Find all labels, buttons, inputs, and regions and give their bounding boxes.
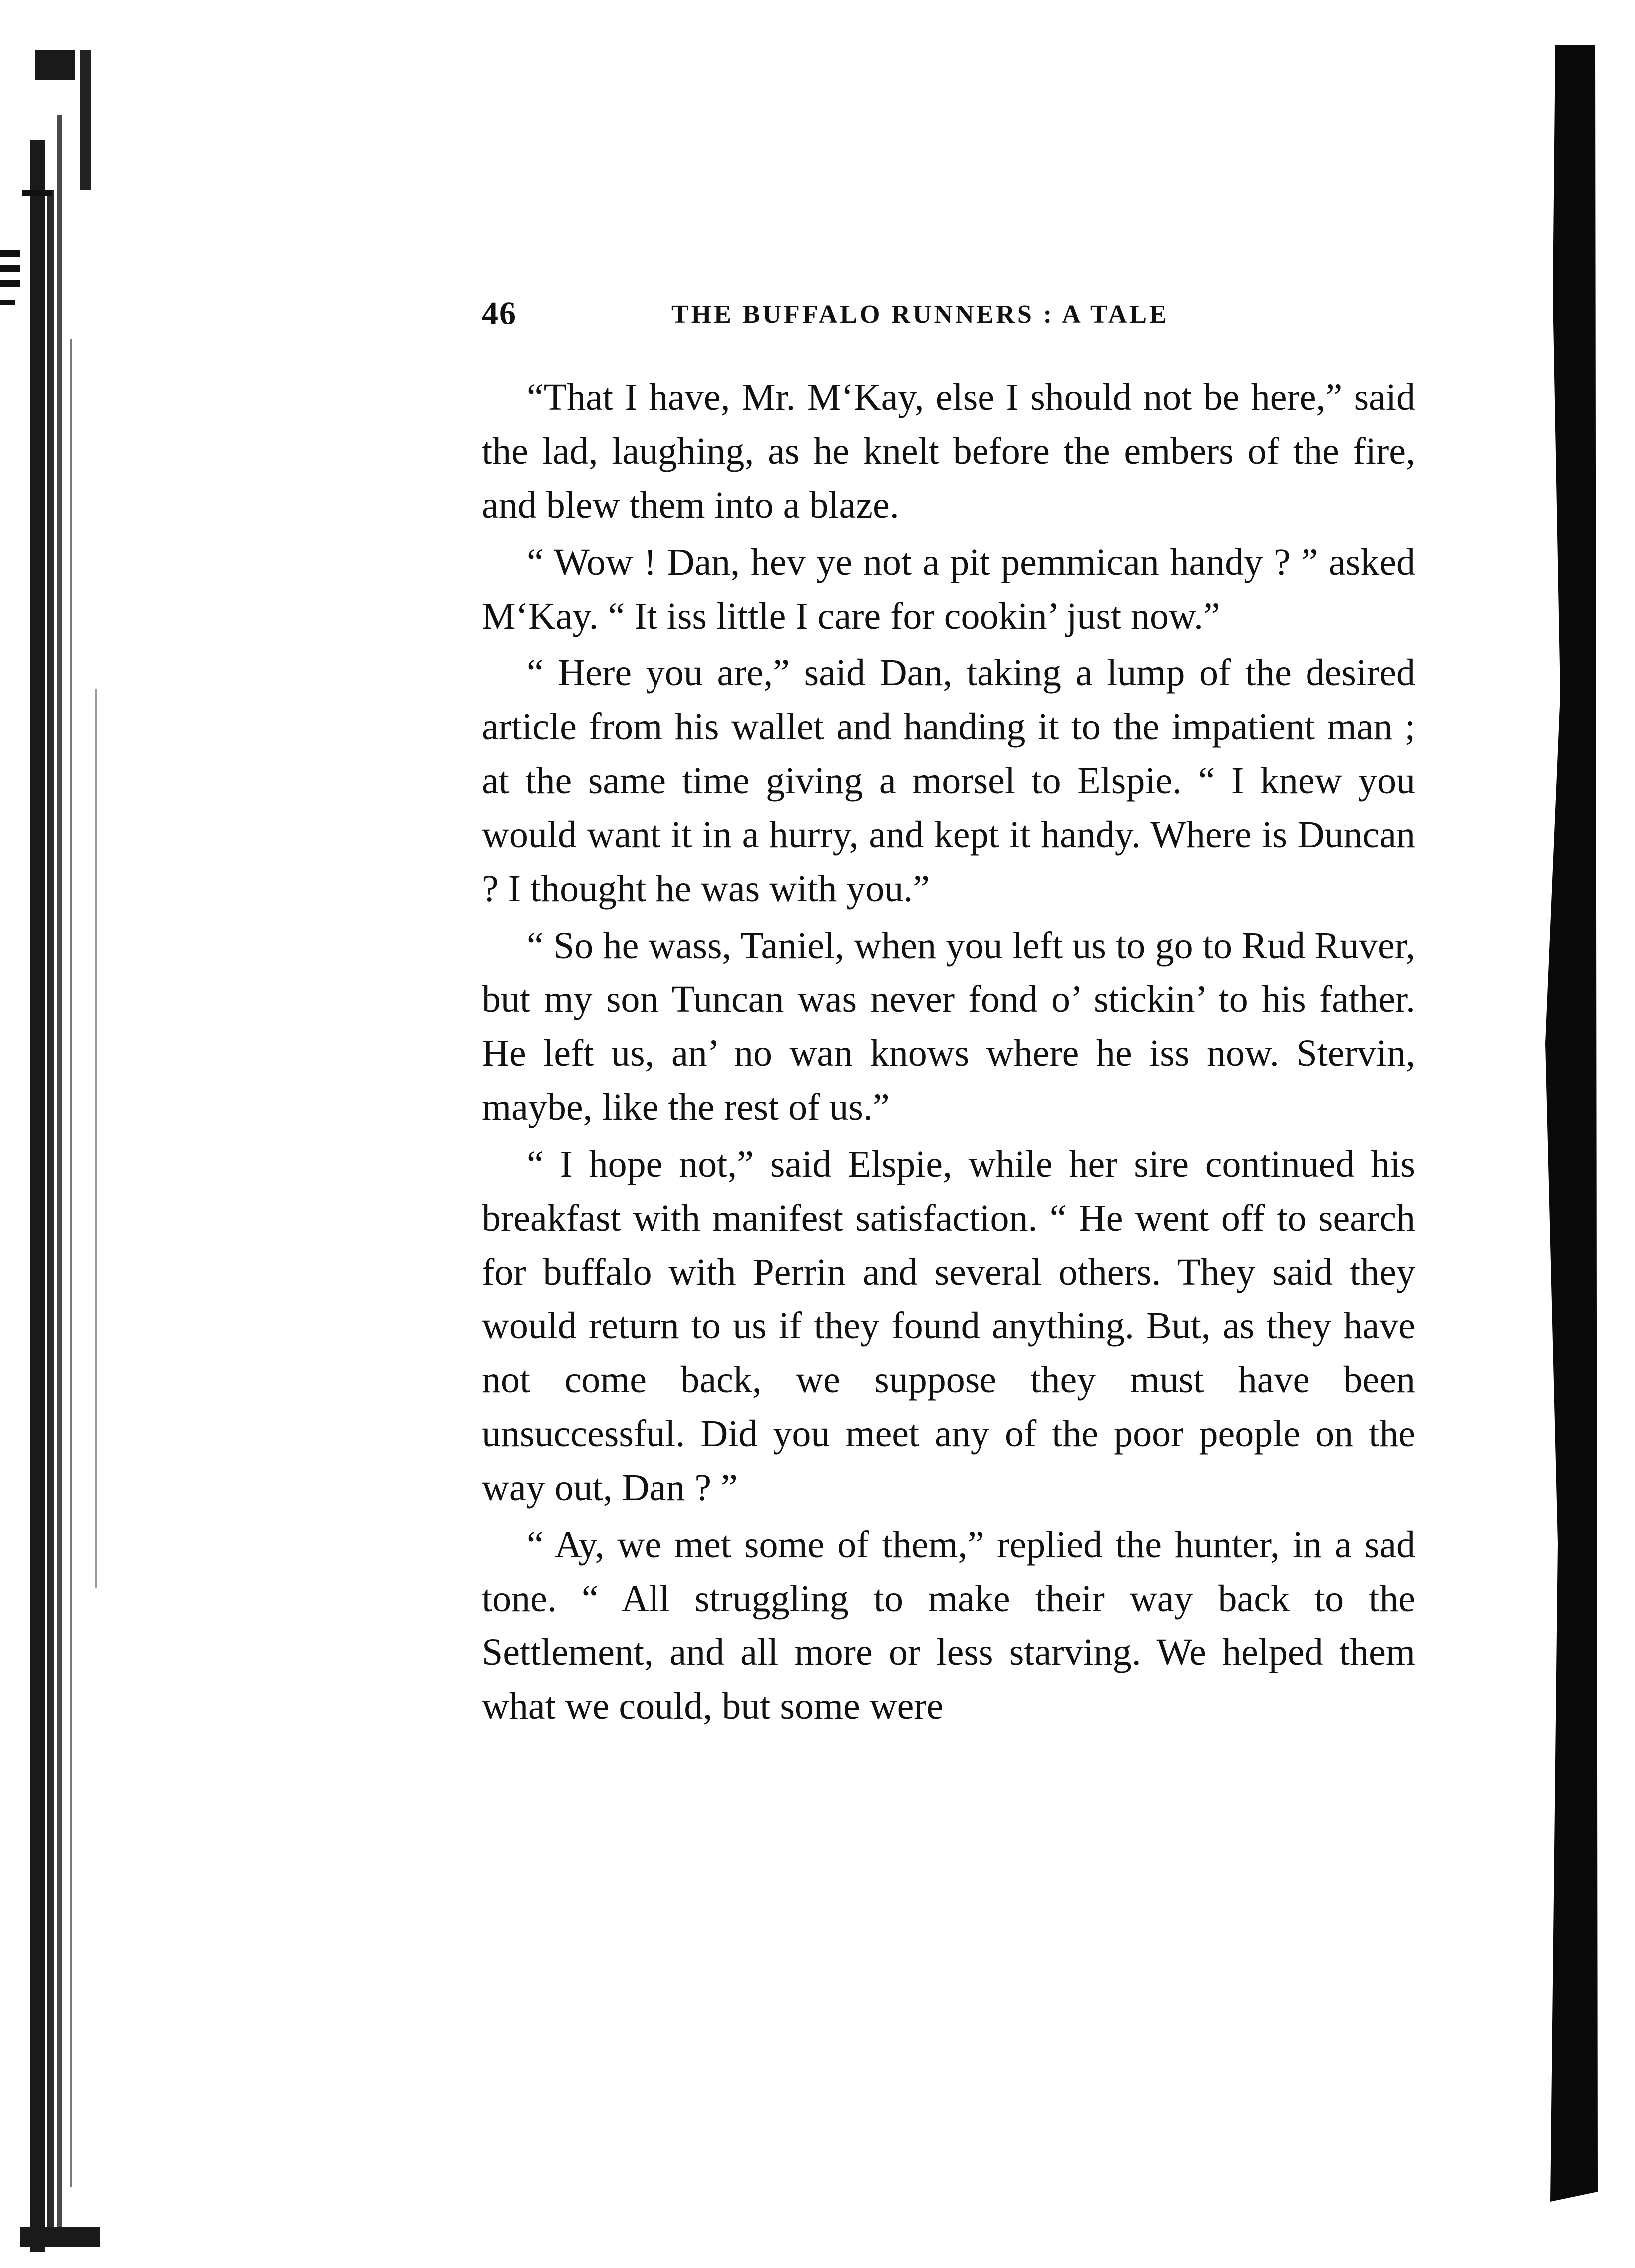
paragraph: “That I have, Mr. M‘Kay, else I should not be here,” said the lad, laughing, as he knelt before the embers of the fire, and blew them into a blaze. — [482, 376, 1415, 526]
paragraph: “ I hope not,” said Elspie, while her sire continued his breakfast with manifest satisfaction. “ He went off to search for buffalo with Perrin and several others. They said they would return to us if they found anything. But, as they have not come back, we suppose they must have been unsuccessful. Did you meet any of the poor people on the way out, Dan ? ” — [482, 1143, 1415, 1509]
page-number: 46 — [482, 295, 517, 331]
right-scan-edge — [1540, 45, 1600, 2217]
paragraph: “ Here you are,” said Dan, taking a lump of the desired article from his wallet and handing it to the impatient man ; at the same time giving a morsel to Elspie. “ I knew you would want it in a hurry, and kept it handy. Where is Duncan ? I thought he was with you.” — [482, 652, 1415, 910]
running-head — [482, 295, 1415, 344]
running-title: THE BUFFALO RUNNERS : A TALE — [671, 300, 1169, 328]
paragraph: “ Ay, we met some of them,” replied the hunter, in a sad tone. “ All struggling to make their way back to the Settlement, and all more or less starving. We helped them what we could, but some were — [482, 1524, 1415, 1727]
paragraph: “ Wow ! Dan, hev ye not a pit pemmican handy ? ” asked M‘Kay. “ It iss little I care for cookin’ just now.” — [482, 541, 1415, 637]
body-text — [482, 370, 1415, 1733]
paragraph: “ So he wass, Taniel, when you left us to go to Rud Ruver, but my son Tuncan was never fond o’ stickin’ to his father. He left us, an’ no wan knows where he iss now. Stervin, maybe, like the rest of us.” — [482, 925, 1415, 1128]
left-scan-edge — [0, 40, 125, 2268]
